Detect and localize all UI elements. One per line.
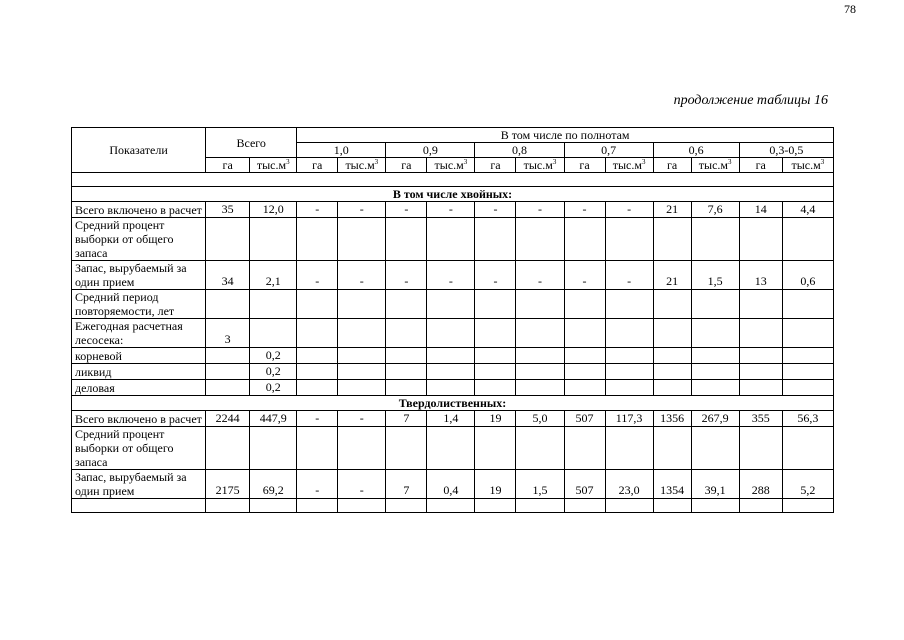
table-cell: 0,6 <box>782 261 833 290</box>
blank-row <box>72 499 834 513</box>
table-cell <box>782 348 833 364</box>
table-cell <box>516 290 564 319</box>
table-cell: - <box>297 261 338 290</box>
table-cell <box>516 364 564 380</box>
table-cell <box>206 380 250 396</box>
blank-cell <box>338 499 386 513</box>
table-cell: - <box>427 202 475 218</box>
section-header-row <box>72 187 834 202</box>
table-cell <box>605 427 653 470</box>
table-cell <box>739 319 782 348</box>
table-cell <box>605 348 653 364</box>
table-cell: - <box>475 202 516 218</box>
header-by-density: В том числе по полнотам <box>297 128 834 143</box>
table-cell <box>782 319 833 348</box>
table-cell: 7 <box>386 411 427 427</box>
table-cell <box>386 427 427 470</box>
table-cell <box>338 290 386 319</box>
table-cell <box>564 380 605 396</box>
header-unit-ha: га <box>206 158 250 173</box>
unit-m3-text: тыс.м <box>256 158 287 172</box>
table-row <box>72 202 834 218</box>
unit-m3-superscript: 3 <box>728 158 732 166</box>
table-cell <box>564 427 605 470</box>
table-cell <box>691 290 739 319</box>
section-title: В том числе хвойных: <box>72 187 834 202</box>
table-cell <box>297 364 338 380</box>
table-cell <box>475 380 516 396</box>
table-cell: 21 <box>653 261 691 290</box>
table-cell: - <box>297 202 338 218</box>
table-cell: 39,1 <box>691 470 739 499</box>
table-cell: 56,3 <box>782 411 833 427</box>
row-label: Средний процент выборки от общего запаса <box>72 218 206 261</box>
table-cell <box>564 319 605 348</box>
table-cell: 7 <box>386 470 427 499</box>
table-cell <box>338 427 386 470</box>
table-cell <box>427 427 475 470</box>
blank-cell <box>427 499 475 513</box>
table-cell: 5,2 <box>782 470 833 499</box>
table-cell <box>653 380 691 396</box>
table-row <box>72 470 834 499</box>
row-label: ликвид <box>72 364 206 380</box>
table-cell <box>250 218 297 261</box>
row-label: Ежегодная расчетная лесосека: <box>72 319 206 348</box>
unit-m3-superscript: 3 <box>820 158 825 166</box>
table-cell <box>653 348 691 364</box>
table-cell <box>475 319 516 348</box>
table-cell <box>250 290 297 319</box>
row-label: Средний период повторяемости, лет <box>72 290 206 319</box>
blank-cell <box>206 499 250 513</box>
table-row <box>72 218 834 261</box>
data-table <box>71 127 834 513</box>
table-cell <box>250 427 297 470</box>
table-cell: - <box>297 470 338 499</box>
table-cell: - <box>386 202 427 218</box>
unit-m3-text: тыс.м <box>523 158 553 172</box>
table-cell <box>739 380 782 396</box>
unit-m3-text: тыс.м <box>345 158 375 172</box>
header-unit-ha: га <box>386 158 427 173</box>
table-cell: 4,4 <box>782 202 833 218</box>
header-unit-m3 <box>691 158 739 173</box>
unit-m3-text: тыс.м <box>791 158 821 172</box>
table-cell: 5,0 <box>516 411 564 427</box>
table-cell <box>605 380 653 396</box>
unit-m3-superscript: 3 <box>463 158 468 166</box>
table-cell <box>564 290 605 319</box>
blank-row <box>72 173 834 187</box>
header-unit-ha: га <box>475 158 516 173</box>
table-cell: 35 <box>206 202 250 218</box>
unit-m3-superscript: 3 <box>286 158 290 166</box>
table-cell <box>338 364 386 380</box>
table-cell <box>297 319 338 348</box>
table-cell <box>297 427 338 470</box>
table-cell <box>739 290 782 319</box>
table-cell: 2244 <box>206 411 250 427</box>
table-cell <box>516 218 564 261</box>
page-number: 78 <box>844 2 856 16</box>
table-cell: 19 <box>475 411 516 427</box>
table-cell: 34 <box>206 261 250 290</box>
table-cell: 1,4 <box>427 411 475 427</box>
table-cell: 19 <box>475 470 516 499</box>
header-unit-ha: га <box>297 158 338 173</box>
blank-cell <box>516 499 564 513</box>
table-cell <box>653 364 691 380</box>
header-unit-ha: га <box>739 158 782 173</box>
table-row <box>72 319 834 348</box>
table-cell <box>338 348 386 364</box>
table-cell <box>653 319 691 348</box>
row-label: деловая <box>72 380 206 396</box>
table-cell: - <box>338 470 386 499</box>
blank-cell <box>605 499 653 513</box>
header-unit-m3 <box>605 158 653 173</box>
table-cell <box>691 364 739 380</box>
row-label: Всего включено в расчет <box>72 202 206 218</box>
table-cell <box>386 218 427 261</box>
table-cell <box>386 364 427 380</box>
table-row <box>72 364 834 380</box>
table-cell <box>691 380 739 396</box>
table-cell <box>386 380 427 396</box>
unit-m3-text: тыс.м <box>698 158 729 172</box>
table-cell: 1,5 <box>516 470 564 499</box>
table-cell <box>605 218 653 261</box>
table-cell: 69,2 <box>250 470 297 499</box>
table-cell: - <box>475 261 516 290</box>
table-cell <box>475 348 516 364</box>
table-cell: 23,0 <box>605 470 653 499</box>
table-cell <box>782 364 833 380</box>
table-cell: 12,0 <box>250 202 297 218</box>
table-cell <box>564 364 605 380</box>
table-cell <box>739 427 782 470</box>
table-cell: 21 <box>653 202 691 218</box>
table-cell: - <box>297 411 338 427</box>
header-unit-m3 <box>427 158 475 173</box>
table-cell <box>338 218 386 261</box>
table-cell: - <box>338 261 386 290</box>
table-cell: 1356 <box>653 411 691 427</box>
blank-cell <box>72 499 206 513</box>
header-density-0: 1,0 <box>297 143 386 158</box>
header-density-5: 0,3-0,5 <box>739 143 833 158</box>
table-cell: 14 <box>739 202 782 218</box>
table-cell <box>516 380 564 396</box>
table-cell: 0,2 <box>250 380 297 396</box>
header-density-4: 0,6 <box>653 143 739 158</box>
table-cell <box>386 290 427 319</box>
header-density-2: 0,8 <box>475 143 564 158</box>
row-label: Запас, вырубаемый за один прием <box>72 261 206 290</box>
table-cell <box>427 380 475 396</box>
blank-cell <box>475 499 516 513</box>
table-row <box>72 427 834 470</box>
table-cell <box>605 319 653 348</box>
blank-cell <box>653 499 691 513</box>
unit-m3-text: тыс.м <box>434 158 464 172</box>
table-row <box>72 348 834 364</box>
unit-m3-superscript: 3 <box>552 158 557 166</box>
table-cell <box>427 319 475 348</box>
header-unit-ha: га <box>653 158 691 173</box>
table-cell: - <box>564 202 605 218</box>
table-cell <box>691 427 739 470</box>
row-label: Запас, вырубаемый за один прием <box>72 470 206 499</box>
table-cell: 1354 <box>653 470 691 499</box>
unit-m3-superscript: 3 <box>641 158 646 166</box>
table-cell: 288 <box>739 470 782 499</box>
table-cell: - <box>516 261 564 290</box>
table-cell: - <box>427 261 475 290</box>
table-cell: 13 <box>739 261 782 290</box>
table-cell: 355 <box>739 411 782 427</box>
table-cell <box>338 380 386 396</box>
table-row <box>72 261 834 290</box>
blank-cell <box>564 499 605 513</box>
table-cell: 507 <box>564 411 605 427</box>
table-cell <box>206 348 250 364</box>
blank-cell <box>297 499 338 513</box>
table-cell <box>206 364 250 380</box>
section-title: Твердолиственных: <box>72 396 834 411</box>
table-cell <box>297 290 338 319</box>
blank-cell <box>250 499 297 513</box>
header-unit-m3 <box>250 158 297 173</box>
table-cell <box>206 427 250 470</box>
table-cell <box>691 319 739 348</box>
table-cell: 447,9 <box>250 411 297 427</box>
table-row <box>72 380 834 396</box>
table-cell <box>386 319 427 348</box>
table-cell <box>782 218 833 261</box>
table-row <box>72 411 834 427</box>
table-cell <box>297 218 338 261</box>
table-cell <box>427 218 475 261</box>
header-unit-ha: га <box>564 158 605 173</box>
row-label: Всего включено в расчет <box>72 411 206 427</box>
table-cell <box>206 290 250 319</box>
table-caption: продолжение таблицы 16 <box>673 93 828 108</box>
table-row <box>72 290 834 319</box>
header-density-1: 0,9 <box>386 143 475 158</box>
table-cell <box>605 364 653 380</box>
table-cell <box>475 364 516 380</box>
table-cell: 507 <box>564 470 605 499</box>
table-cell <box>691 348 739 364</box>
table-cell: 0,4 <box>427 470 475 499</box>
header-unit-m3 <box>338 158 386 173</box>
table-cell <box>386 348 427 364</box>
table-cell: - <box>338 202 386 218</box>
table-cell <box>338 319 386 348</box>
unit-m3-text: тыс.м <box>612 158 642 172</box>
table-cell <box>653 290 691 319</box>
table-cell: - <box>605 202 653 218</box>
table-cell: 117,3 <box>605 411 653 427</box>
table-cell <box>427 290 475 319</box>
table-cell <box>250 319 297 348</box>
table-cell <box>475 290 516 319</box>
table-cell <box>206 218 250 261</box>
table-cell <box>427 348 475 364</box>
table-cell: 1,5 <box>691 261 739 290</box>
table-cell <box>739 218 782 261</box>
table-cell <box>516 319 564 348</box>
table-cell: - <box>564 261 605 290</box>
table-cell: 0,2 <box>250 348 297 364</box>
table-cell: 2175 <box>206 470 250 499</box>
table-cell <box>475 427 516 470</box>
table-cell <box>782 427 833 470</box>
table-cell: 0,2 <box>250 364 297 380</box>
row-label: корневой <box>72 348 206 364</box>
table-cell: 3 <box>206 319 250 348</box>
table-cell <box>297 348 338 364</box>
header-total: Всего <box>206 128 297 158</box>
blank-cell <box>782 499 833 513</box>
table-cell: - <box>516 202 564 218</box>
header-unit-m3 <box>516 158 564 173</box>
unit-m3-superscript: 3 <box>374 158 379 166</box>
table-cell <box>516 427 564 470</box>
table-cell <box>782 380 833 396</box>
blank-cell <box>691 499 739 513</box>
blank-cell <box>739 499 782 513</box>
table-cell <box>475 218 516 261</box>
table-cell: 267,9 <box>691 411 739 427</box>
table-cell: 2,1 <box>250 261 297 290</box>
table-cell <box>564 348 605 364</box>
table-cell <box>653 427 691 470</box>
table-cell <box>427 364 475 380</box>
table-cell <box>739 348 782 364</box>
section-header-row <box>72 396 834 411</box>
table-cell <box>653 218 691 261</box>
table-cell <box>516 348 564 364</box>
table-cell: - <box>605 261 653 290</box>
header-unit-m3 <box>782 158 833 173</box>
table-cell <box>691 218 739 261</box>
header-indicator: Показатели <box>72 128 206 173</box>
table-cell <box>297 380 338 396</box>
table-cell <box>564 218 605 261</box>
table-cell <box>739 364 782 380</box>
blank-cell <box>386 499 427 513</box>
header-density-3: 0,7 <box>564 143 653 158</box>
row-label: Средний процент выборки от общего запаса <box>72 427 206 470</box>
table-cell: - <box>338 411 386 427</box>
table-cell <box>782 290 833 319</box>
table-cell <box>605 290 653 319</box>
table-cell: - <box>386 261 427 290</box>
table-cell: 7,6 <box>691 202 739 218</box>
